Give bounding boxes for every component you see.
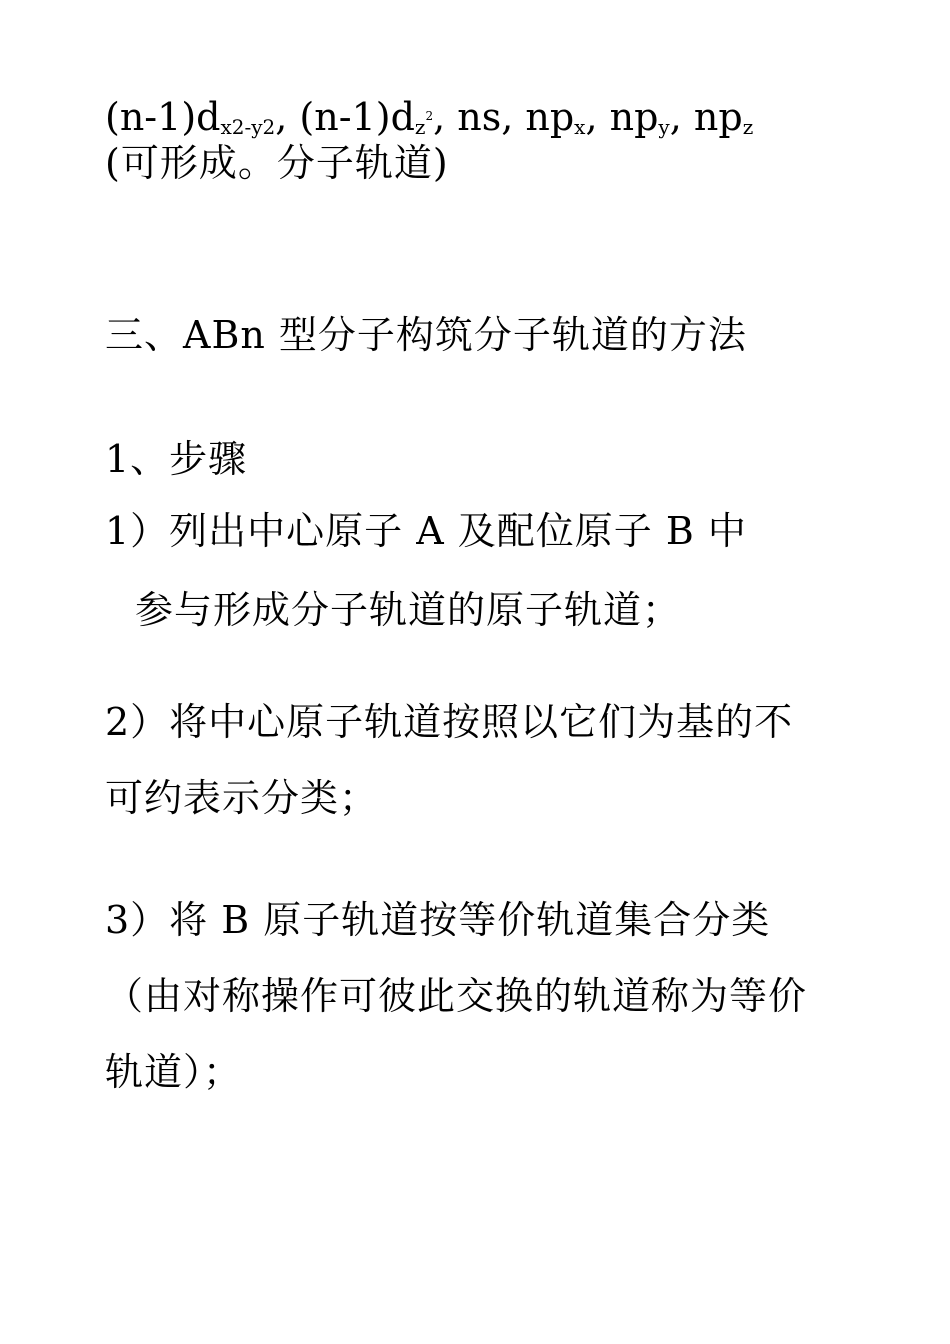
step2-line2: 可约表示分类； <box>105 776 379 820</box>
formula-subscript-3: x <box>574 115 586 139</box>
step1-line2: 参与形成分子轨道的原子轨道； <box>135 588 682 632</box>
steps-heading: 1、步骤 <box>105 437 248 481</box>
formula-superscript-2: 2 <box>425 109 434 123</box>
step3-line2: （由对称操作可彼此交换的轨道称为等价 <box>105 974 808 1018</box>
step3-line3: 轨道）； <box>105 1050 243 1094</box>
formula-note: (可形成。分子轨道) <box>105 141 449 185</box>
formula-subscript-1: x2-y2 <box>220 115 276 139</box>
orbital-formula-line <box>105 94 753 140</box>
formula-text-5: , np <box>669 95 743 139</box>
formula-text-2: , (n-1)d <box>275 95 415 139</box>
step2-line1: 2）将中心原子轨道按照以它们为基的不 <box>105 700 794 744</box>
formula-subscript-5: z <box>742 115 754 139</box>
formula-text-4: , np <box>585 95 659 139</box>
formula-subscript-2: z2 <box>414 109 434 139</box>
formula-subscript-4: y <box>658 115 670 139</box>
section-heading: 三、ABn 型分子构筑分子轨道的方法 <box>105 313 747 357</box>
formula-text-1: (n-1)d <box>105 95 221 139</box>
step3-line1: 3）将 B 原子轨道按等价轨道集合分类 <box>105 898 771 942</box>
step1-line1: 1）列出中心原子 A 及配位原子 B 中 <box>105 509 747 553</box>
formula-text-3: , ns, np <box>433 95 575 139</box>
